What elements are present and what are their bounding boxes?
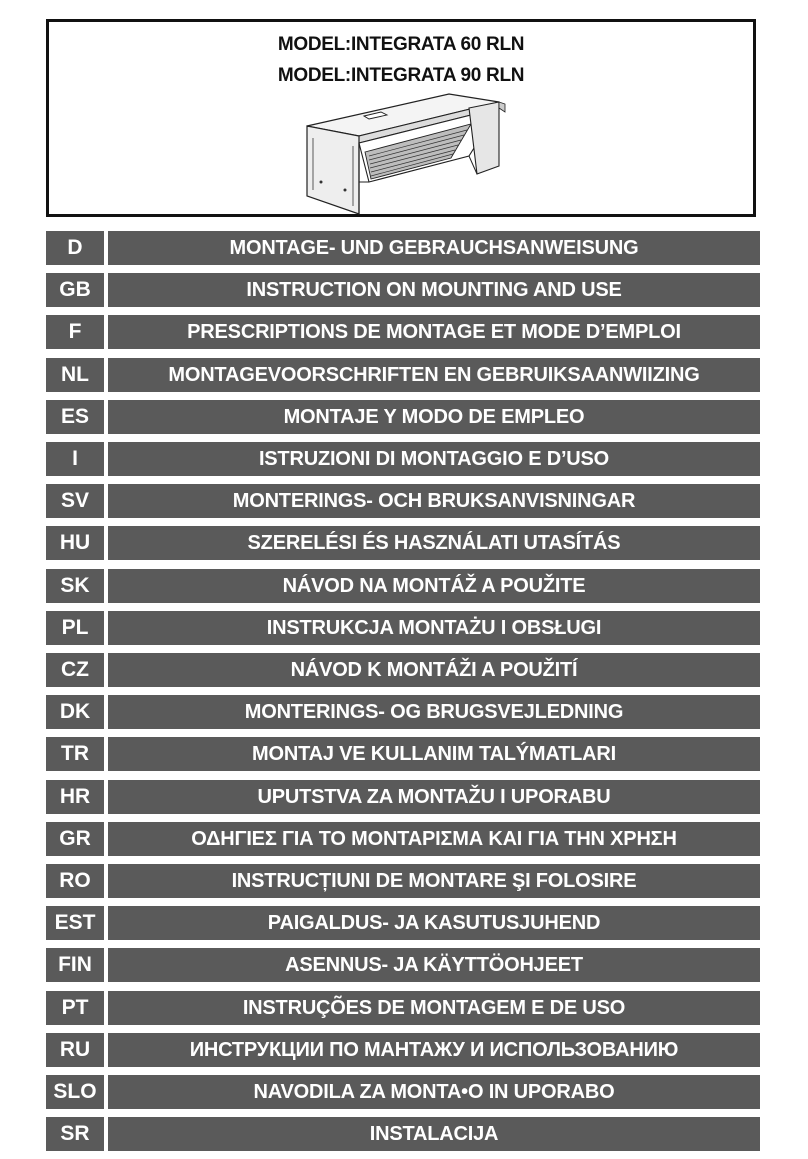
language-title: INSTRUKCJA MONTAŻU I OBSŁUGI xyxy=(108,611,760,645)
language-title: ISTRUZIONI DI MONTAGGIO E D’USO xyxy=(108,442,760,476)
language-title: ИНСТРУКЦИИ ПО МАНТАЖУ И ИСПОЛЬЗОВАНИЮ xyxy=(108,1033,760,1067)
language-title: INSTRUCTION ON MOUNTING AND USE xyxy=(108,273,760,307)
language-row-pl xyxy=(46,611,760,645)
language-code: HU xyxy=(46,526,104,560)
language-title: NÁVOD NA MONTÁŽ A POUŽITE xyxy=(108,569,760,603)
model-header-box xyxy=(46,19,756,217)
language-row-tr xyxy=(46,737,760,771)
language-row-i xyxy=(46,442,760,476)
language-code: TR xyxy=(46,737,104,771)
language-code: SLO xyxy=(46,1075,104,1109)
language-title: ΟΔΗΓΙΕΣ ΓΙΑ ΤΟ ΜΟΝΤΑΡΙΣΜΑ ΚΑΙ ΓΙΑ ΤΗΝ ΧΡΗΣΗ xyxy=(108,822,760,856)
language-code: GR xyxy=(46,822,104,856)
language-code: I xyxy=(46,442,104,476)
language-row-hu xyxy=(46,526,760,560)
language-title: MONTAJ VE KULLANIM TALÝMATLARI xyxy=(108,737,760,771)
language-code: SK xyxy=(46,569,104,603)
language-row-gr xyxy=(46,822,760,856)
language-code: SR xyxy=(46,1117,104,1151)
language-code: RO xyxy=(46,864,104,898)
language-row-ru xyxy=(46,1033,760,1067)
language-title: PRESCRIPTIONS DE MONTAGE ET MODE D’EMPLOI xyxy=(108,315,760,349)
language-title: MONTERINGS- OG BRUGSVEJLEDNING xyxy=(108,695,760,729)
language-title: MONTERINGS- OCH BRUKSANVISNINGAR xyxy=(108,484,760,518)
language-code: CZ xyxy=(46,653,104,687)
language-row-d xyxy=(46,231,760,265)
language-code: D xyxy=(46,231,104,265)
language-code: NL xyxy=(46,358,104,392)
language-row-gb xyxy=(46,273,760,307)
language-row-sv xyxy=(46,484,760,518)
cooker-hood-icon xyxy=(299,86,509,216)
language-title: INSTRUÇÕES DE MONTAGEM E DE USO xyxy=(108,991,760,1025)
language-title: NAVODILA ZA MONTA•O IN UPORABO xyxy=(108,1075,760,1109)
language-title: ASENNUS- JA KÄYTTÖOHJEET xyxy=(108,948,760,982)
language-row-dk xyxy=(46,695,760,729)
language-row-sk xyxy=(46,569,760,603)
language-row-sr xyxy=(46,1117,760,1151)
language-code: FIN xyxy=(46,948,104,982)
language-row-est xyxy=(46,906,760,940)
language-row-slo xyxy=(46,1075,760,1109)
language-code: DK xyxy=(46,695,104,729)
language-row-ro xyxy=(46,864,760,898)
language-title: MONTAGEVOORSCHRIFTEN EN GEBRUIKSAANWIIZING xyxy=(108,358,760,392)
language-title: UPUTSTVA ZA MONTAŽU I UPORABU xyxy=(108,780,760,814)
language-title: INSTALACIJA xyxy=(108,1117,760,1151)
language-code: PL xyxy=(46,611,104,645)
language-code: GB xyxy=(46,273,104,307)
language-code: SV xyxy=(46,484,104,518)
language-row-nl xyxy=(46,358,760,392)
model-name-60: MODEL:INTEGRATA 60 RLN xyxy=(277,34,525,55)
language-code: PT xyxy=(46,991,104,1025)
language-title: MONTAJE Y MODO DE EMPLEO xyxy=(108,400,760,434)
language-row-es xyxy=(46,400,760,434)
language-row-hr xyxy=(46,780,760,814)
language-title: SZERELÉSI ÉS HASZNÁLATI UTASÍTÁS xyxy=(108,526,760,560)
language-code: ES xyxy=(46,400,104,434)
model-name-90: MODEL:INTEGRATA 90 RLN xyxy=(277,65,525,86)
language-code: HR xyxy=(46,780,104,814)
language-title: PAIGALDUS- JA KASUTUSJUHEND xyxy=(108,906,760,940)
language-title: NÁVOD K MONTÁŽI A POUŽITÍ xyxy=(108,653,760,687)
language-row-fin xyxy=(46,948,760,982)
language-code: RU xyxy=(46,1033,104,1067)
language-title: INSTRUCȚIUNI DE MONTARE ŞI FOLOSIRE xyxy=(108,864,760,898)
language-code: EST xyxy=(46,906,104,940)
language-row-cz xyxy=(46,653,760,687)
language-row-pt xyxy=(46,991,760,1025)
language-row-f xyxy=(46,315,760,349)
language-title: MONTAGE- UND GEBRAUCHSANWEISUNG xyxy=(108,231,760,265)
language-code: F xyxy=(46,315,104,349)
